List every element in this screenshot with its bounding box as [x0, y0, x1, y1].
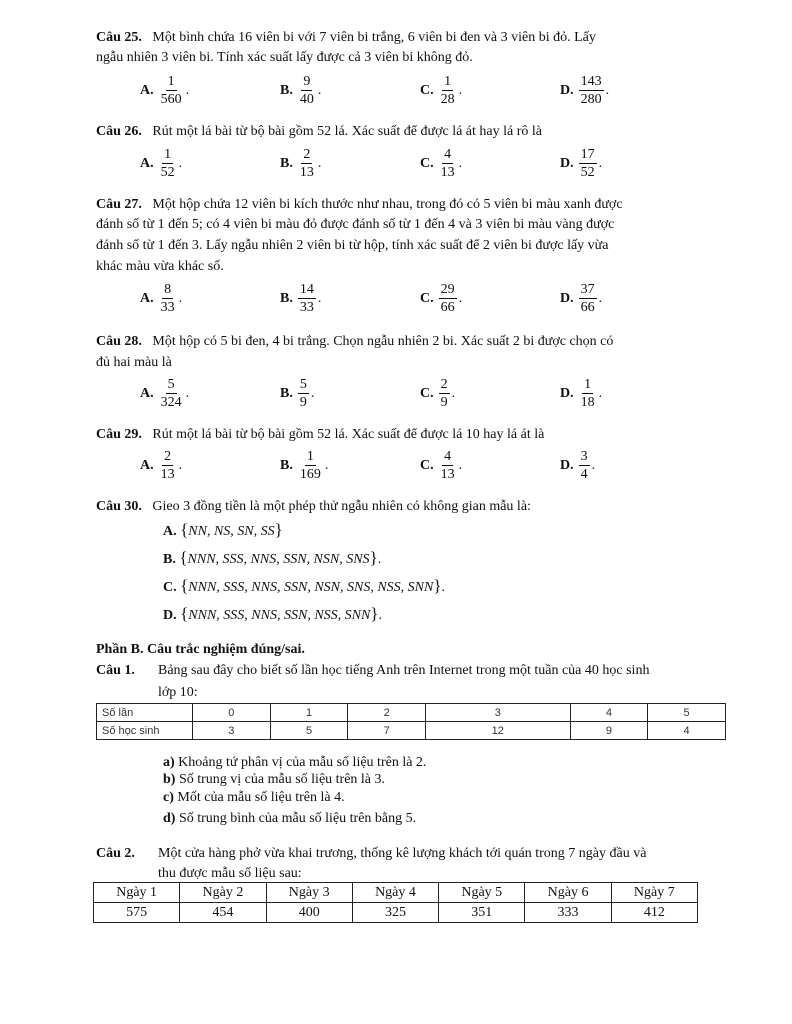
- fraction: $\frac{8}{33}$: [160, 282, 175, 315]
- section-title: Phần B. Câu trắc nghiệm đúng/sai.: [96, 642, 305, 657]
- option-b[interactable]: B. $\frac{14}{33}$ .: [280, 282, 322, 315]
- frequency-table: [96, 703, 726, 740]
- table-row: Số học sinh 3 5 7 12 9 4: [97, 722, 726, 740]
- fraction: $\frac{17}{52}$: [580, 147, 595, 180]
- question-text: Bảng sau đây cho biết số lần học tiếng Anh trên Internet trong một tuần của 40 học sinh: [158, 663, 650, 678]
- option-d[interactable]: D. $\frac{17}{52}$ .: [560, 147, 603, 180]
- fraction: $\frac{143}{280}$: [580, 74, 602, 107]
- question-28: [96, 333, 613, 351]
- question-text: Một cửa hàng phở vừa khai trương, thống kê lượng khách tới quán trong 7 ngày đầu và: [158, 846, 647, 861]
- option-a[interactable]: A. {NN, NS, SN, SS}: [163, 520, 283, 539]
- question-number: Câu 1.: [96, 663, 135, 678]
- fraction: $\frac{1}{169}$: [299, 449, 321, 482]
- fraction: $\frac{5}{9}$: [299, 377, 307, 410]
- option-b[interactable]: B. $\frac{1}{169}$ .: [280, 449, 329, 482]
- fraction: $\frac{29}{66}$: [440, 282, 455, 315]
- question-number: Câu 26.: [96, 124, 142, 139]
- sample-space-set: {NNN, SSS, NNS, SSN, NSS, SNN}: [180, 604, 379, 623]
- option-d[interactable]: D. $\frac{1}{18}$ .: [560, 377, 603, 410]
- fraction: $\frac{14}{33}$: [299, 282, 314, 315]
- question-25: [96, 29, 596, 47]
- question-29: [96, 426, 544, 444]
- option-b[interactable]: B. $\frac{5}{9}$ .: [280, 377, 315, 410]
- fraction: $\frac{4}{13}$: [440, 449, 455, 482]
- question-text-line2: thu được mẫu số liệu sau:: [158, 866, 302, 881]
- option-a[interactable]: A. $\frac{2}{13}$ .: [140, 449, 183, 482]
- fraction: $\frac{4}{13}$: [440, 147, 455, 180]
- question-27-line2: đánh số từ 1 đến 5; có 4 viên bi màu đỏ được đánh số từ 1 đến 4 và 3 viên bi màu vàng được: [96, 217, 615, 232]
- option-b[interactable]: B. $\frac{2}{13}$ .: [280, 147, 322, 180]
- statement-b[interactable]: b) Số trung vị của mẫu số liệu trên là 3.: [163, 772, 386, 787]
- fraction: $\frac{1}{18}$: [580, 377, 595, 410]
- question-text: Rút một lá bài từ bộ bài gồm 52 lá. Xác suất để được lá át hay lá rô là: [152, 124, 542, 139]
- option-a[interactable]: A. $\frac{5}{324}$ .: [140, 377, 190, 410]
- question-30: [96, 498, 531, 516]
- question-26: [96, 123, 542, 141]
- fraction: $\frac{1}{560}$: [160, 74, 182, 107]
- true-false-question-2: [96, 845, 135, 863]
- table-row: 575 454 400 325 351 333 412: [94, 903, 698, 923]
- option-c[interactable]: C. $\frac{4}{13}$ .: [420, 449, 463, 482]
- question-text: Một bình chứa 16 viên bi với 7 viên bi trắng, 6 viên bi đen và 3 viên bi đỏ. Lấy: [152, 30, 596, 45]
- fraction: $\frac{37}{66}$: [580, 282, 595, 315]
- question-number: Câu 25.: [96, 30, 142, 45]
- fraction: $\frac{2}{13}$: [160, 449, 175, 482]
- table-row: Số lần 0 1 2 3 4 5: [97, 704, 726, 722]
- option-d[interactable]: D. {NNN, SSS, NNS, SSN, NSS, SNN}.: [163, 604, 383, 623]
- question-number: Câu 30.: [96, 499, 142, 514]
- option-d[interactable]: D. $\frac{3}{4}$ .: [560, 449, 596, 482]
- option-c[interactable]: C. $\frac{2}{9}$ .: [420, 377, 456, 410]
- question-number: Câu 28.: [96, 334, 142, 349]
- true-false-question-1: [96, 662, 135, 680]
- option-c[interactable]: C. $\frac{29}{66}$ .: [420, 282, 463, 315]
- option-b[interactable]: B. {NNN, SSS, NNS, SSN, NSN, SNS}.: [163, 548, 382, 567]
- question-text-line2: lớp 10:: [158, 685, 198, 700]
- fraction: $\frac{1}{52}$: [160, 147, 175, 180]
- question-text: Một hộp có 5 bi đen, 4 bi trắng. Chọn ngẫu nhiên 2 bi. Xác suất 2 bi được chọn có: [152, 334, 614, 349]
- option-c[interactable]: C. {NNN, SSS, NNS, SSN, NSN, SNS, NSS, SNN}.: [163, 576, 446, 595]
- fraction: $\frac{9}{40}$: [299, 74, 314, 107]
- statement-c[interactable]: c) Mốt của mẫu số liệu trên là 4.: [163, 790, 345, 805]
- question-text: Gieo 3 đồng tiền là một phép thử ngẫu nhiên có không gian mẫu là:: [152, 499, 531, 514]
- option-b[interactable]: B. $\frac{9}{40}$ .: [280, 74, 322, 107]
- option-d[interactable]: D. $\frac{143}{280}$ .: [560, 74, 610, 107]
- fraction: $\frac{5}{324}$: [160, 377, 182, 410]
- option-a[interactable]: A. $\frac{1}{560}$ .: [140, 74, 190, 107]
- fraction: $\frac{2}{13}$: [299, 147, 314, 180]
- question-number: Câu 29.: [96, 427, 142, 442]
- sample-space-set: {NN, NS, SN, SS}: [180, 520, 283, 539]
- question-27: [96, 196, 623, 214]
- option-c[interactable]: C. $\frac{1}{28}$ .: [420, 74, 463, 107]
- question-text: Một hộp chứa 12 viên bi kích thước như nhau, trong đó có 5 viên bi màu xanh được: [152, 197, 623, 212]
- statement-d[interactable]: d) Số trung bình của mẫu số liệu trên bằng 5.: [163, 811, 417, 826]
- option-a[interactable]: A. $\frac{1}{52}$ .: [140, 147, 183, 180]
- fraction: $\frac{2}{9}$: [440, 377, 448, 410]
- question-text: Rút một lá bài từ bộ bài gồm 52 lá. Xác suất để được lá 10 hay lá át là: [152, 427, 545, 442]
- sample-space-set: {NNN, SSS, NNS, SSN, NSN, SNS}: [179, 548, 378, 567]
- question-27-line3: đánh số từ 1 đến 3. Lấy ngẫu nhiên 2 viên bi từ hộp, tính xác suất để 2 viên bi được lấy vừa: [96, 238, 609, 253]
- question-28-line2: đủ hai màu là: [96, 355, 172, 370]
- option-a[interactable]: A. $\frac{8}{33}$ .: [140, 282, 183, 315]
- table-header-row: Ngày 1 Ngày 2 Ngày 3 Ngày 4 Ngày 5 Ngày 6 Ngày 7: [94, 883, 698, 903]
- question-25-line2: ngẫu nhiên 3 viên bi. Tính xác suất lấy được cả 3 viên bi không đỏ.: [96, 50, 473, 65]
- sample-space-set: {NNN, SSS, NNS, SSN, NSN, SNS, NSS, SNN}: [180, 576, 442, 595]
- question-27-line4: khác màu vừa khác số.: [96, 259, 224, 274]
- option-c[interactable]: C. $\frac{4}{13}$ .: [420, 147, 463, 180]
- fraction: $\frac{3}{4}$: [580, 449, 588, 482]
- customer-table: [93, 882, 698, 923]
- question-number: Câu 2.: [96, 846, 135, 861]
- option-d[interactable]: D. $\frac{37}{66}$ .: [560, 282, 603, 315]
- fraction: $\frac{1}{28}$: [440, 74, 455, 107]
- question-number: Câu 27.: [96, 197, 142, 212]
- statement-a[interactable]: a) Khoảng tứ phân vị của mẫu số liệu trên là 2.: [163, 755, 427, 770]
